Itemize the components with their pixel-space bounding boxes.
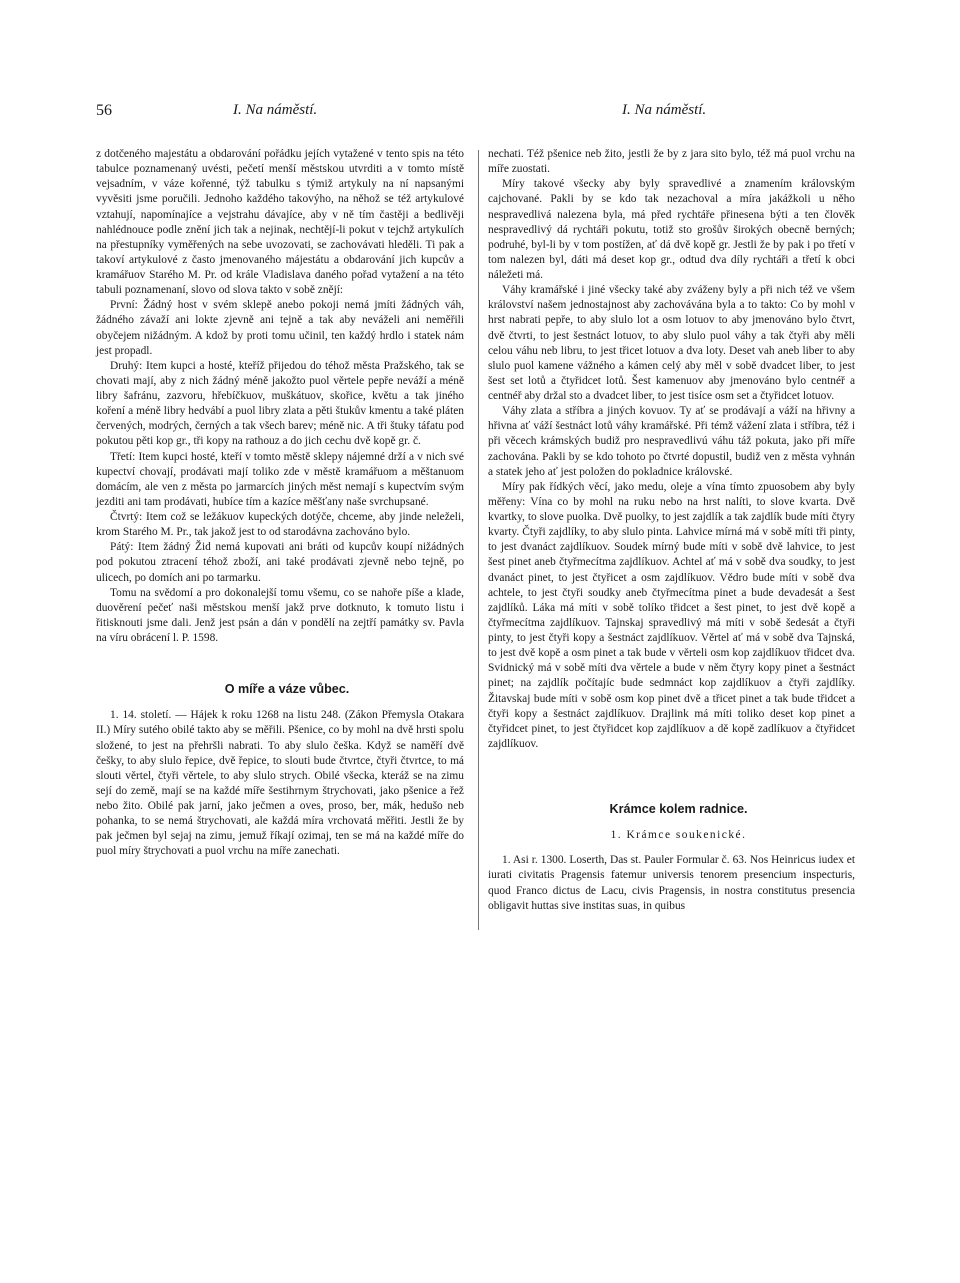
column-divider (478, 150, 479, 930)
right-paragraph-5: Míry pak řídkých věcí, jako medu, oleje a vína tímto zpuosobem aby byly měřeny: Vína co by mohl na ruku nebo na hrst nalíti, to slove kvarta. Dvě kvartky, to slove puolka. Dvě puolky, to jest zajdlík a tak zajdlík bude míti čtyry kvarty. Čtyři zajdlíky, to aby slulo pinta. Lahvice mírná má v sobě míti tři pinty, to jest dvanáct zajdlíkuov. Soudek mírný bude míti v sobě dvě lahvice, to jest šest pinet aneb čtyřmecítma zajdlíkuov. Achtel ať má v sobě dva soudky, to jest dvanáct pinet, to jest čtyřicet a osm zajdlíkuov. Vědro bude míti v sobě dva achtele, to jest čtyři soudky aneb čtyřmecítma pinet a bude devadesát a šest zajdlíků. Láka má míti v sobě tolíko třidcet a šest pinet, to jest dvě kopě a čtyřmecítma zajdlíkuov. Tajnskaj spravedlivý má míti v sobě šedesát a čtyři pinty, to jest čtyři kopy a šestnáct zajdlíkuov. Věrtel ať má v sobě dva Tajnská, to jest dvě kopě a osm pinet a tak bude v věrteli osm kop zajdlíkuov třidcet dva. Svidnický má v sobě míti dva věrtele a bude v něm čtyry kopy pinet a šestnáct pinet; na zajdlík počítajíc bude sedmnáct kop zajdlíkuov a čtyři zajdlíky. Žitavskaj bude míti v sobě osm kop pinet dvě a třicet pinet a tak bude třidcet a čtyři kopy a šestnáct zajdlíkuov. Drajlink má míti toliko deset kop pinet a čtyřidcet pinet, to jest čtyřidcet kop zajdlíkuov a dě kopě zadlíkuov a čtyřidcet zajdlíkuov. (488, 480, 855, 750)
left-paragraph-1: z dotčeného majestátu a obdarování pořádku jejích vytažené v tento spis na této tabulce poznamenaný uvésti, pečetí menší městskou utvrditi a v tomto místě vejsadním, v váze kořenné, týž tabulku s týmiž artykuly na ní napsanými vyvěsiti jsme poručili. Jednoho každého takovýho, na něhož se též artykulové vztahují, napomínajíce a vejstrahu dávajíce, aby v ně tím častěji a bedlivěji nahlédnouce podle znění jich tak a nejinak, nechtějí-li pokut v tejchž artykulích na přestupníky vyměřených na sebe uvozovati, se zachovávati hleděli. Ti pak a takoví artykulové z často jmenovaného májestátu a obdarování jich kupcův a kramářuov Starého M. Pr. od krále Vladislava daného pořad vytažení a na této tabuli poznamenaní, slovo od slova takto v sobě znějí: (96, 148, 464, 297)
left-paragraph-3: Druhý: Item kupci a hosté, kteříž přijedou do téhož města Pražského, tak se chovati mají, aby z nich žádný méně jakožto puol věrtele pepře neváží a méně libry šafránu, zazvoru, hřebíčkuov, muškátuov, skořice, květu a tak jiného koření a méně libry hedvábí a puol libry zlata a pěti štukův kmentu a také pláten červených, modrých, černých a tak všech barev; méně nic. A tři štuky táfatu pod pokutou pěti kop gr., tři kopy na rathouz a do jich cechu dvě kopě gr. č. (96, 359, 464, 448)
right-paragraph-3: Váhy kramářské i jiné všecky také aby zváženy byly a při nich též ve všem království našem jednostajnost aby zachovávána byla a to takto: Co by mohl v hrst nabrati pepře, to aby slulo lot a osm lotuov to aby jmenováno bylo čtvrt, dvě čtvrti, to jest šestnáct lotuov, to aby slulo puol váhy a tak čtyři aby měli celou váhu neb libru, to jest třicet lotuov a dva loty. Deset vah aneb liber to aby slulo puol kamene vážného a kámen celý aby měl v sobě dvadcet liber, to jest šest set lotů a čtyřidcet lotů. Šest kamenuov aby jmenováno bylo centnéř a centnéř aby držal sto a dvadcet liber, to jest tisíce osm set a čtyřidcet lotuov. (488, 284, 855, 402)
subsection-title-cloth-stalls: 1. Krámce soukenické. (610, 829, 747, 842)
section-title-measures: O míře a váze vůbec. (224, 682, 350, 697)
running-head-right: I. Na náměstí. (622, 102, 707, 118)
left-paragraph-7: Tomu na svědomí a pro dokonalejší tomu všemu, co se nahoře píše a klade, duověrení pečeť naši městskou menší jakž prve dotknuto, k tomuto listu i řitisknouti jsme dali. Jenž jest psán a dán v pondělí na zejtří památky sv. Pavla na víru obrácení l. P. 1598. (96, 586, 464, 644)
section-title-stalls: Krámce kolem radnice. (609, 802, 748, 816)
page-header (96, 102, 864, 122)
right-column (488, 147, 855, 914)
left-paragraph-5: Čtvrtý: Item což se ležákuov kupeckých dotýče, chceme, aby jinde neleželi, krom Starého M. Pr., tak jakož jest to od starodávna zachováno bylo. (96, 511, 464, 539)
left-column (96, 147, 464, 860)
left-paragraph-4: Třetí: Item kupci hosté, kteří v tomto městě sklepy nájemné drží a v nich své kupectví chovají, prodávati mají toliko zde v městě kramářuom a měštanuom domácím, ale ven z města po jarmarcích jiných měst nemají s kupectvím svým jezditi ani tam prodávati, hubíce tím a kazíce měšťany naše svrchupsané. (96, 450, 464, 508)
left-section-paragraph: 1. 14. století. — Hájek k roku 1268 na listu 248. (Zákon Přemysla Otakara II.) Míry sutého obilé takto aby se měřili. Pšenice, co by mohl na dvě hrsti spolu složené, to jest na přehršli nabrati. To aby slulo češka. Když se naměří dvě češky, to aby slulo řepice, dvě řepice, to slouti bude čtvrtce, čtyři čtvrtce, to má slouti věrtel, čtyři věrtele, to aby slulo strych. Obilé všecka, kteráž se na zimu sejí do země, mají se na každé míře šestihrnym štrychovati, jako pšenice a řež nebo žito. Obilé pak jarní, jako ječmen a oves, proso, ber, mák, hedušo neb pohanka, to se nemá štrychovati, ale každá míra vrchovatá měřiti. Jestli že by pak ječmen byl sejaj na zimu, jemuž říkají ozimaj, ten se má na každé míře do puol míry štrychovati a puol vrchu na míře zanechati. (96, 709, 464, 858)
page-number: 56 (96, 102, 112, 119)
running-head-left: I. Na náměstí. (233, 102, 318, 118)
right-section-paragraph: 1. Asi r. 1300. Loserth, Das st. Pauler Formular č. 63. Nos Heinricus iudex et iurati civitatis Pragensis fatemur universis tenorem presencium inspecturis, quod Franco dictus de Lacu, civis Pragensis, in nostra constitutus presencia obligavit huttas sive institas suas, in quibus (488, 854, 855, 912)
right-paragraph-4: Váhy zlata a stříbra a jiných kovuov. Ty ať se prodávají a váží na hřivny a hřivna ať váží šestnáct lotů váhy kramářské. Při témž vážení zlata i stříbra, též i při věcech krámských budiž pro nespravedlivú váhu táž pokuta, jako při míře zachována. Pakli by se kdo tohoto po čtvrté dopustil, budiž ven z města vyhnán a statek jeho ať jest položen do pokladnice královské. (488, 405, 855, 478)
left-paragraph-2: První: Žádný host v svém sklepě anebo pokoji nemá jmíti žádných váh, žádného závaží ani lokte zjevně ani tejně a tak aby neváželi ani neměřili obyčejem nižádným. A kdož by proti tomu učinil, ten každý hrdlo i statek nám jest propadl. (96, 299, 464, 357)
left-paragraph-6: Pátý: Item žádný Žid nemá kupovati ani bráti od kupcův koupí nižádných pod pokutou ztracení téhož zboží, ani také prodávati zjevně nebo tejně, po ulicech, po domích ani po tarmarku. (96, 541, 464, 584)
right-paragraph-2: Míry takové všecky aby byly spravedlivé a znamením královským cajchované. Pakli by se kdo tak nezachoval a míra jakážkoli u něho nespravedlivá nalezena byla, má před rychtáře přinesena býti a ten člověk nespravedlivý dá rychtáři pokutu, totiž sto grošův širokých obecně berných; podruhé, byl-li by v tom postížen, ať dá dvě kopě gr. Jestli že by pak i po třetí v tom nalezen byl, dáti má deset kop gr., odtud dva díly rychtáři a třetí k obci náležeti má. (488, 178, 855, 281)
right-paragraph-1: nechati. Též pšenice neb žito, jestli že by z jara sito bylo, též má puol vrchu na míře zuostati. (488, 148, 855, 176)
